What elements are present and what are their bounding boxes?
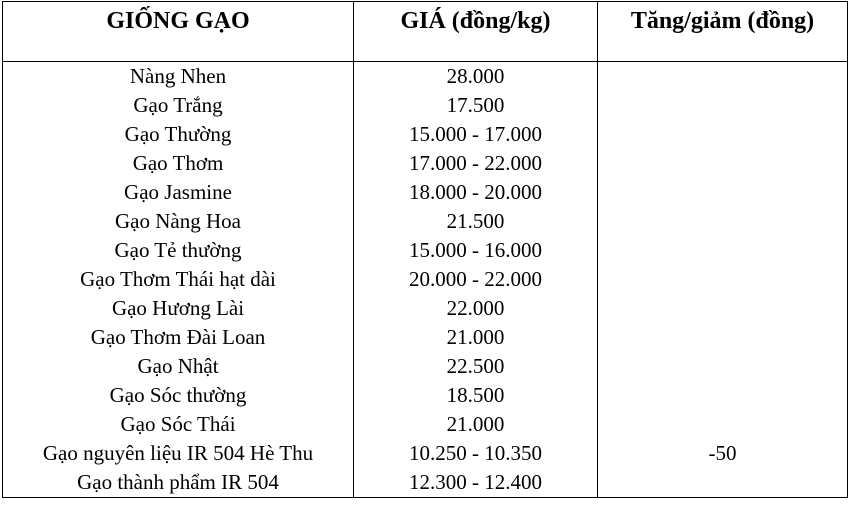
cell-change <box>598 120 848 149</box>
table-row <box>3 236 848 265</box>
table-row <box>3 381 848 410</box>
rice-price-table <box>2 1 848 498</box>
cell-price: 10.250 - 10.350 <box>354 439 598 468</box>
cell-variety: Gạo Sóc Thái <box>3 410 354 439</box>
cell-price: 22.000 <box>354 294 598 323</box>
cell-change <box>598 236 848 265</box>
table-body <box>3 62 848 498</box>
table-row <box>3 207 848 236</box>
table-row <box>3 265 848 294</box>
table-row <box>3 352 848 381</box>
cell-change <box>598 265 848 294</box>
table-row <box>3 149 848 178</box>
table-header <box>3 2 848 62</box>
cell-change <box>598 468 848 498</box>
cell-price: 18.500 <box>354 381 598 410</box>
header-price: GIÁ (đồng/kg) <box>354 2 598 62</box>
cell-price: 21.000 <box>354 410 598 439</box>
cell-change <box>598 410 848 439</box>
cell-change <box>598 178 848 207</box>
cell-price: 12.300 - 12.400 <box>354 468 598 498</box>
header-row <box>3 2 848 62</box>
cell-variety: Gạo Thường <box>3 120 354 149</box>
cell-price: 28.000 <box>354 62 598 92</box>
cell-variety: Gạo Trắng <box>3 91 354 120</box>
cell-price: 21.000 <box>354 323 598 352</box>
cell-variety: Gạo Jasmine <box>3 178 354 207</box>
table-row <box>3 323 848 352</box>
cell-change <box>598 91 848 120</box>
header-variety: GIỐNG GẠO <box>3 2 354 62</box>
cell-change <box>598 207 848 236</box>
cell-variety: Gạo Hương Lài <box>3 294 354 323</box>
cell-price: 20.000 - 22.000 <box>354 265 598 294</box>
cell-change <box>598 149 848 178</box>
cell-variety: Nàng Nhen <box>3 62 354 92</box>
cell-change <box>598 323 848 352</box>
cell-variety: Gạo Sóc thường <box>3 381 354 410</box>
cell-price: 21.500 <box>354 207 598 236</box>
table-row <box>3 62 848 92</box>
table-row <box>3 120 848 149</box>
cell-variety: Gạo Nàng Hoa <box>3 207 354 236</box>
cell-price: 15.000 - 16.000 <box>354 236 598 265</box>
cell-price: 18.000 - 20.000 <box>354 178 598 207</box>
header-change: Tăng/giảm (đồng) <box>598 2 848 62</box>
table-row <box>3 294 848 323</box>
cell-price: 15.000 - 17.000 <box>354 120 598 149</box>
cell-variety: Gạo Nhật <box>3 352 354 381</box>
table-row <box>3 91 848 120</box>
cell-variety: Gạo Thơm Thái hạt dài <box>3 265 354 294</box>
table-row <box>3 410 848 439</box>
table-row <box>3 178 848 207</box>
table-row <box>3 468 848 498</box>
cell-variety: Gạo Thơm Đài Loan <box>3 323 354 352</box>
cell-change <box>598 62 848 92</box>
cell-change <box>598 294 848 323</box>
cell-change <box>598 381 848 410</box>
cell-variety: Gạo Tẻ thường <box>3 236 354 265</box>
cell-price: 17.500 <box>354 91 598 120</box>
cell-variety: Gạo nguyên liệu IR 504 Hè Thu <box>3 439 354 468</box>
cell-change <box>598 352 848 381</box>
cell-change: -50 <box>598 439 848 468</box>
cell-variety: Gạo Thơm <box>3 149 354 178</box>
cell-variety: Gạo thành phẩm IR 504 <box>3 468 354 498</box>
cell-price: 17.000 - 22.000 <box>354 149 598 178</box>
table-row <box>3 439 848 468</box>
cell-price: 22.500 <box>354 352 598 381</box>
